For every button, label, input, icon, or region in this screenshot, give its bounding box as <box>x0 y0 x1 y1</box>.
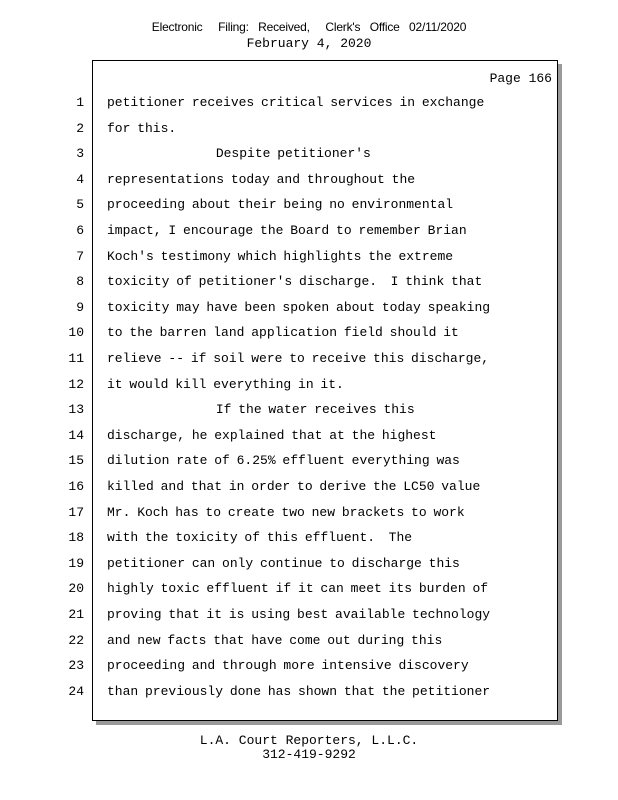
line-number: 19 <box>68 555 84 571</box>
filing-stamp: Electronic Filing: Received, Clerk's Office 02/11/2020 <box>151 20 467 34</box>
line-number: 18 <box>68 530 84 546</box>
line-text: relieve -- if soil were to receive this discharge, <box>107 351 490 366</box>
transcript-line <box>0 633 618 653</box>
line-text: to the barren land application field should it <box>107 325 459 341</box>
transcript-line <box>0 146 618 166</box>
line-text: toxicity may have been spoken about today speaking <box>107 299 491 315</box>
line-number: 12 <box>68 376 84 392</box>
transcript-line <box>0 530 618 550</box>
line-number: 9 <box>76 299 84 315</box>
line-number: 22 <box>68 632 84 648</box>
transcript-line <box>0 274 618 294</box>
transcript-line <box>0 325 618 345</box>
transcript-line <box>0 607 618 627</box>
transcript-line <box>0 377 618 397</box>
line-number: 17 <box>68 504 84 520</box>
line-number: 6 <box>76 223 84 238</box>
hearing-date: February 4, 2020 <box>246 36 372 51</box>
transcript-line <box>0 249 618 269</box>
transcript-line <box>0 121 618 141</box>
line-text: killed and that in order to derive the LC50 value <box>107 479 481 494</box>
transcript-line <box>0 505 618 525</box>
line-text: Koch's testimony which highlights the extreme <box>107 248 454 264</box>
line-text: toxicity of petitioner's discharge. I think that <box>107 274 483 290</box>
footer-phone: 312-419-9292 <box>262 747 356 762</box>
line-number: 16 <box>68 479 84 494</box>
line-text: Despite petitioner's <box>107 146 371 162</box>
line-number: 10 <box>68 325 84 341</box>
line-number: 11 <box>68 351 84 366</box>
line-text: dilution rate of 6.25% effluent everything was <box>107 453 460 469</box>
line-number: 8 <box>76 274 84 290</box>
line-text: highly toxic effluent if it can meet its burden of <box>107 581 489 597</box>
transcript-line <box>0 172 618 192</box>
line-text: representations today and throughout the <box>107 171 416 187</box>
line-number: 15 <box>68 453 84 469</box>
transcript-line <box>0 556 618 576</box>
transcript-line <box>0 684 618 704</box>
transcript-line <box>0 453 618 473</box>
line-number: 5 <box>76 197 84 213</box>
line-number: 23 <box>68 658 84 674</box>
line-text: proceeding and through more intensive discovery <box>107 658 469 674</box>
line-text: proving that it is using best available technology <box>107 607 491 622</box>
line-text: Mr. Koch has to create two new brackets to work <box>107 504 465 520</box>
line-text: petitioner receives critical services in exchange <box>107 95 485 110</box>
line-text: than previously done has shown that the petitioner <box>107 683 491 699</box>
line-text: discharge, he explained that at the highest <box>107 427 437 443</box>
transcript-line <box>0 402 618 422</box>
footer-company: L.A. Court Reporters, L.L.C. <box>199 733 419 748</box>
line-text: If the water receives this <box>107 402 415 418</box>
line-text: and new facts that have come out during this <box>107 632 443 648</box>
transcript-line <box>0 223 618 243</box>
line-text: for this. <box>107 120 177 136</box>
line-text: with the toxicity of this effluent. The <box>107 530 413 546</box>
line-text: it would kill everything in it. <box>107 376 344 392</box>
transcript-line <box>0 658 618 678</box>
line-text: petitioner can only continue to discharge this <box>107 555 460 571</box>
line-number: 21 <box>68 607 84 622</box>
line-number: 20 <box>68 581 84 597</box>
line-number: 24 <box>68 683 84 699</box>
transcript-line <box>0 428 618 448</box>
transcript-line <box>0 351 618 371</box>
line-number: 13 <box>68 402 84 418</box>
line-text: impact, I encourage the Board to remember Brian <box>107 223 467 238</box>
transcript-line <box>0 581 618 601</box>
line-number: 2 <box>76 120 84 136</box>
transcript-line <box>0 300 618 320</box>
line-number: 3 <box>76 146 84 162</box>
line-number: 4 <box>76 171 84 187</box>
transcript-line <box>0 197 618 217</box>
line-number: 14 <box>68 427 84 443</box>
line-number: 1 <box>76 95 84 110</box>
line-number: 7 <box>76 248 84 264</box>
line-text: proceeding about their being no environmental <box>107 197 454 213</box>
transcript-line <box>0 95 618 115</box>
page-number: Page 166 <box>489 71 552 86</box>
transcript-line <box>0 479 618 499</box>
